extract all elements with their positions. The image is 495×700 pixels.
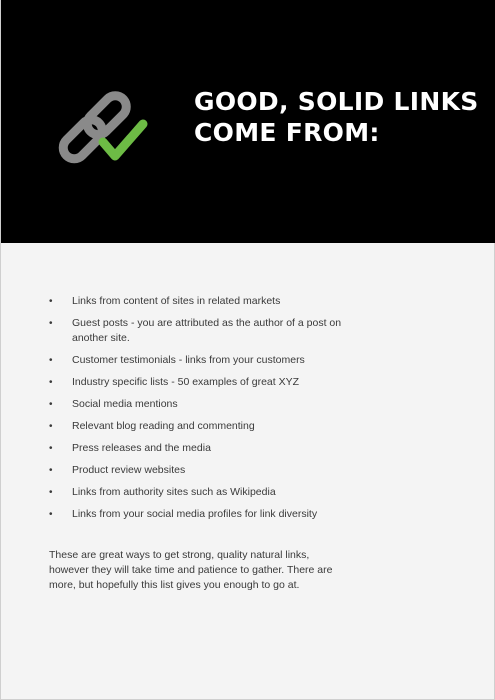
list-item-text: Product review websites: [72, 464, 186, 476]
bullet-list: [49, 294, 349, 529]
chain-link-check-icon: [49, 80, 149, 166]
list-item-text: Links from content of sites in related markets: [72, 295, 281, 307]
bullet-marker: •: [49, 487, 53, 498]
bullet-marker: •: [49, 465, 53, 476]
list-item: [49, 419, 349, 434]
list-item-text: Relevant blog reading and commenting: [72, 420, 255, 432]
bullet-marker: •: [49, 399, 53, 410]
list-item-text: Press releases and the media: [72, 442, 211, 454]
list-item: [49, 463, 349, 478]
list-item: [49, 485, 349, 500]
list-item-text: Links from your social media profiles for link diversity: [72, 508, 318, 520]
list-item-text: Industry specific lists - 50 examples of great XYZ: [72, 376, 300, 388]
list-item: [49, 316, 349, 346]
bullet-marker: •: [49, 377, 53, 388]
page-title: GOOD, SOLID LINKS COME FROM:: [194, 87, 479, 147]
bullet-marker: •: [49, 509, 53, 520]
header-banner: [1, 0, 495, 243]
list-item-text: Social media mentions: [72, 398, 178, 410]
closing-paragraph: These are great ways to get strong, quality natural links, however they will take time and patience to gather. There are more, but hopefully this list gives you enough to go at.: [49, 549, 333, 591]
bullet-marker: •: [49, 355, 53, 366]
bullet-marker: •: [49, 296, 53, 307]
bullet-marker: •: [49, 421, 53, 432]
list-item-text: Guest posts - you are attributed as the author of a post on another site.: [72, 317, 342, 344]
list-item: [49, 441, 349, 456]
list-item: [49, 397, 349, 412]
list-item: [49, 294, 349, 309]
list-item: [49, 507, 349, 522]
list-item-text: Customer testimonials - links from your customers: [72, 354, 305, 366]
list-item: [49, 375, 349, 390]
bullet-marker: •: [49, 318, 53, 329]
list-item-text: Links from authority sites such as Wikipedia: [72, 486, 276, 498]
list-item: [49, 353, 349, 368]
bullet-marker: •: [49, 443, 53, 454]
